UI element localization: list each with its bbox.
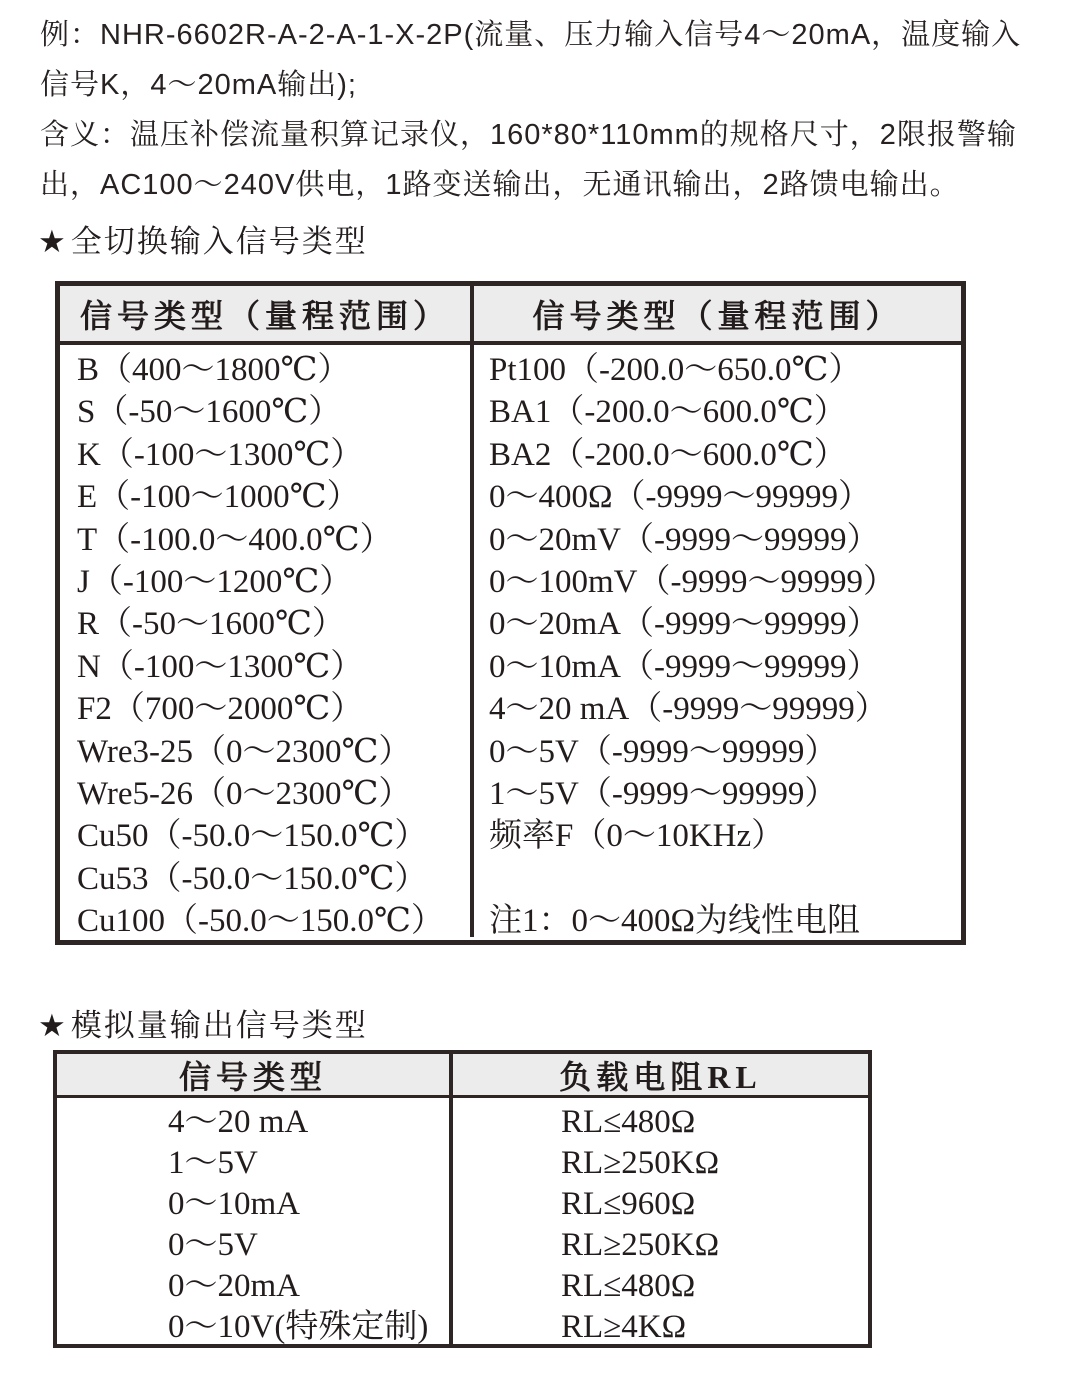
star-icon: ★ xyxy=(38,224,68,259)
table-row: RL≤960Ω xyxy=(561,1186,696,1222)
table-row: F2（700～2000℃） xyxy=(77,691,364,728)
table2-resistance-column xyxy=(453,1098,868,1344)
table-row: 0～5V（-9999～99999） xyxy=(489,733,838,770)
table-row: Cu50（-50.0～150.0℃） xyxy=(77,818,428,855)
table2-header-cell-load-resistance: 负载电阻RL xyxy=(559,1058,762,1095)
table-row: 4～20 mA xyxy=(168,1104,309,1140)
table2-header-row xyxy=(57,1054,868,1098)
table-row: 1～5V（-9999～99999） xyxy=(489,775,838,812)
input-signal-types-table xyxy=(55,281,966,945)
table-row: 0～10mA xyxy=(168,1186,300,1222)
intro-paragraph xyxy=(40,10,1052,210)
table2-header-cell-signal-type: 信号类型 xyxy=(57,1054,453,1095)
table-row: E（-100～1000℃） xyxy=(77,479,360,516)
table-row: 0～5V xyxy=(168,1227,258,1263)
table-row: BA1（-200.0～600.0℃） xyxy=(489,394,847,431)
analog-output-signal-table xyxy=(53,1050,872,1348)
section1-title-text: 全切换输入信号类型 xyxy=(70,224,368,259)
star-icon: ★ xyxy=(38,1008,68,1043)
table2-body xyxy=(57,1098,868,1344)
table2-signal-column xyxy=(57,1098,453,1344)
table-row: 4～20 mA（-9999～99999） xyxy=(489,691,888,728)
table1-body xyxy=(60,345,961,940)
table-row: 1～5V xyxy=(168,1145,258,1181)
table1-right-column xyxy=(474,345,961,940)
table-row: Wre3-25（0～2300℃） xyxy=(77,733,412,770)
section1-title xyxy=(38,216,368,261)
table-row: Cu53（-50.0～150.0℃） xyxy=(77,860,428,897)
table-row: BA2（-200.0～600.0℃） xyxy=(489,436,847,473)
table-row: 0～10V(特殊定制) xyxy=(168,1309,429,1345)
section2-title-text: 模拟量输出信号类型 xyxy=(70,1008,368,1043)
table-row: S（-50～1600℃） xyxy=(77,394,342,431)
table-row: Wre5-26（0～2300℃） xyxy=(77,775,412,812)
intro-line: 信号K，4～20mA输出); xyxy=(40,69,357,101)
table-row: 0～100mV（-9999～99999） xyxy=(489,563,896,600)
table1-left-column xyxy=(60,345,474,940)
table-row: K（-100～1300℃） xyxy=(77,436,364,473)
table-row: R（-50～1600℃） xyxy=(77,606,345,643)
intro-line: 例：NHR-6602R-A-2-A-1-X-2P(流量、压力输入信号4～20mA，温度输入 xyxy=(40,19,1022,51)
table-row: 0～20mV（-9999～99999） xyxy=(489,521,880,558)
table-row: 注1：0～400Ω为线性电阻 xyxy=(489,903,861,940)
table-row: 频率F（0～10KHz） xyxy=(489,818,785,855)
table1-header-cell-right: 信号类型（量程范围） xyxy=(532,297,903,334)
table-row: 0～20mA（-9999～99999） xyxy=(489,606,880,643)
table-row: 0～20mA xyxy=(168,1268,300,1304)
table-row: Pt100（-200.0～650.0℃） xyxy=(489,352,862,388)
table-row: RL≤480Ω xyxy=(561,1104,696,1140)
table-row: RL≤480Ω xyxy=(561,1268,696,1304)
table1-header-row xyxy=(60,286,961,345)
table-row: 0～10mA（-9999～99999） xyxy=(489,648,880,685)
table-row: RL≥250KΩ xyxy=(561,1227,720,1263)
intro-line: 出，AC100～240V供电，1路变送输出，无通讯输出，2路馈电输出。 xyxy=(40,169,960,201)
table-row: J（-100～1200℃） xyxy=(77,563,353,600)
table-row: B（400～1800℃） xyxy=(77,352,351,388)
table-row: 0～400Ω（-9999～99999） xyxy=(489,479,872,516)
table-row: N（-100～1300℃） xyxy=(77,648,364,685)
table-row: Cu100（-50.0～150.0℃） xyxy=(77,903,444,940)
table-row: T（-100.0～400.0℃） xyxy=(77,521,393,558)
table-row: RL≥4KΩ xyxy=(561,1309,687,1345)
intro-line: 含义：温压补偿流量积算记录仪，160*80*110mm的规格尺寸，2限报警输 xyxy=(40,119,1017,151)
table-row: RL≥250KΩ xyxy=(561,1145,720,1181)
table-row xyxy=(474,858,961,900)
table1-header-cell-left: 信号类型（量程范围） xyxy=(60,286,474,341)
section2-title xyxy=(38,1000,368,1045)
